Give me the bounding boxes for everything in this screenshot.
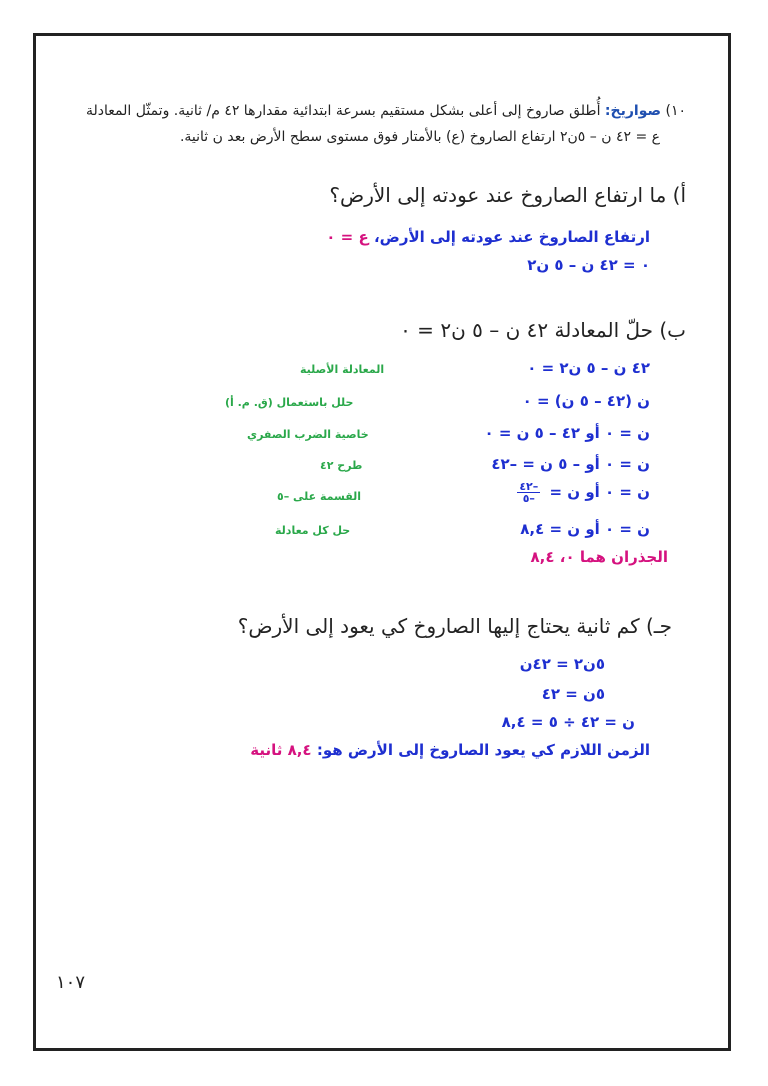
step-4-equation: ن = ٠ أو – ٥ ن = –٤٢ [491,455,650,473]
part-a-answer [326,228,650,246]
part-a-answer-text: ارتفاع الصاروخ عند عودته إلى الأرض، [373,228,650,246]
part-c-heading: جـ) كم ثانية يحتاج إليها الصاروخ كي يعود إلى الأرض؟ [237,614,672,638]
step-4-note: طرح ٤٢ [320,459,363,472]
step-2-equation: ن (٤٢ – ٥ ن) = ٠ [522,392,650,410]
conclusion-text: الزمن اللازم كي يعود الصاروخ إلى الأرض هو: [316,741,650,759]
part-a-heading: أ) ما ارتفاع الصاروخ عند عودته إلى الأرض؟ [329,183,686,207]
step-5-prefix: ن = ٠ أو ن = [549,483,650,501]
step-3-note: خاصية الضرب الصفري [247,428,369,441]
part-a-equation: ٠ = ٤٢ ن – ٥ ن٢ [527,256,650,274]
step-6-note: حل كل معادلة [275,524,351,537]
part-c-conclusion [250,741,650,759]
page-number: ١٠٧ [56,972,86,993]
step-2-note: حلل باستعمال (ق. م. أ) [225,396,354,409]
step-1-note: المعادلة الأصلية [300,363,385,376]
step-1-equation: ٤٢ ن – ٥ ن٢ = ٠ [527,359,650,377]
question-number: ١٠) [665,103,686,119]
step-5-equation [513,481,650,504]
step-5-note: القسمة على –٥ [277,490,362,503]
part-b-heading: ب) حلّ المعادلة ٤٢ ن – ٥ ن٢ = ٠ [400,318,686,342]
roots-statement: الجذران هما ٠، ٨,٤ [530,548,668,566]
fraction-numerator: –٤٢ [519,480,539,493]
step-5-fraction [517,481,540,504]
part-a-answer-eq: ع = ٠ [326,228,369,246]
step-6-equation: ن = ٠ أو ن = ٨,٤ [520,520,650,538]
question-tag: صواريخ: [604,103,662,119]
part-c-equation-2: ٥ن = ٤٢ [541,685,605,703]
step-3-equation: ن = ٠ أو ٤٢ – ٥ ن = ٠ [484,424,650,442]
question-line-2: ع = ٤٢ ن – ٥ن٢ ارتفاع الصاروخ (ع) بالأمتار فوق مستوى سطح الأرض بعد ن ثانية. [179,129,660,145]
question-text-1: أُطلق صاروخ إلى أعلى بشكل مستقيم بسرعة ابتدائية مقدارها ٤٢ م/ ثانية. وتمثّل المعادلة [86,103,601,119]
conclusion-value: ٨,٤ ثانية [250,741,312,759]
part-c-equation-1: ٥ن٢ = ٤٢ن [519,655,605,673]
fraction-denominator: –٥ [522,492,535,505]
question-line-1 [86,103,686,119]
part-c-equation-3: ن = ٤٢ ÷ ٥ = ٨,٤ [501,713,635,731]
